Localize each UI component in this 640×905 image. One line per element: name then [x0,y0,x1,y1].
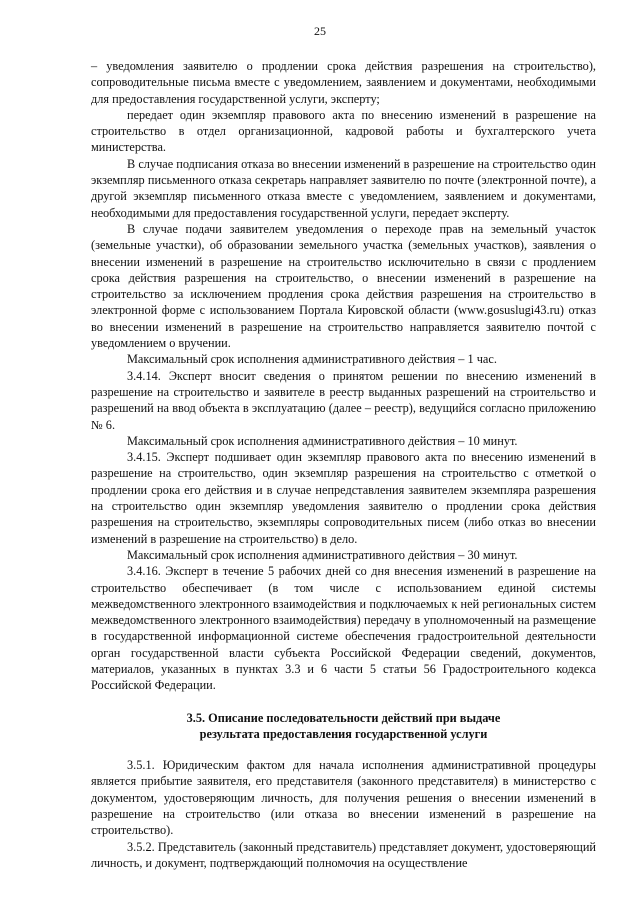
section-heading [91,710,596,743]
section-heading-line-1: 3.5. Описание последовательности действий при выдаче [186,710,501,725]
section-heading-line-2: результата предоставления государственной услуги [199,726,488,741]
paragraph: 3.5.1. Юридическим фактом для начала исполнения административной процедуры является прибытие заявителя, его представителя (законного представителя) в министерство с документом, удостоверяющим личность, для получения решения о внесении изменений в разрешение на строительство (или отказа во внесении изменений в разрешение на строительство). [91,758,596,838]
paragraph: – уведомления заявителю о продлении срока действия разрешения на строительство), сопроводительные письма вместе с уведомлением, заявлением и документами, необходимыми для предоставления государственной услуги, эксперту; [91,59,596,106]
paragraph: Максимальный срок исполнения административного действия – 10 минут. [127,433,518,448]
paragraph: Максимальный срок исполнения административного действия – 1 час. [127,352,497,367]
page-content [91,58,596,871]
paragraphs-before [91,58,596,694]
paragraph: передает один экземпляр правового акта по внесению изменений в разрешение на строительство в отдел организационной, кадровой работы и бухгалтерского учета министерства. [91,107,596,155]
paragraph: Максимальный срок исполнения административного действия – 30 минут. [127,547,518,562]
paragraph: 3.4.15. Эксперт подшивает один экземпляр правового акта по внесению изменений в разрешение на строительство, один экземпляр разрешения на строительство с отметкой о продлении срока его действия и в случае непредставления заявителем экземпляра разрешения на строительство один экземпляр уведомления заявителю о продлении срока действия разрешения на строительство, экземпляры сопроводительных писем (либо отказ во внесении изменений в разрешение на строительство) в дело. [91,450,596,546]
paragraph: 3.5.2. Представитель (законный представитель) представляет документ, удостоверяющий личность, и документ, подтверждающий полномочия на осуществление [91,839,596,870]
paragraph: В случае подачи заявителем уведомления о переходе прав на земельный участок (земельные участки), об образовании земельного участка (земельных участков), заявления о внесении изменений в разрешение на строительство исключительно в связи с продлением срока действия разрешения на строительство, о внесении изменений в разрешение на строительство за исключением продления срока действия разрешения на строительство в электронной форме с использованием Портала Кировской области (www.gosuslugi43.ru) отказ во внесении изменений в разрешение на строительство направляется заявителю почтой с уведомлением о вручении. [91,221,596,351]
page-number: 25 [314,24,326,38]
paragraph: 3.4.14. Эксперт вносит сведения о принятом решении по внесению изменений в разрешение на строительство и заявителе в реестр выданных разрешений на строительство и разрешений на ввод объекта в эксплуатацию (далее – реестр), ведущийся согласно приложению № 6. [91,368,596,432]
paragraphs-after [91,757,596,871]
paragraph: 3.4.16. Эксперт в течение 5 рабочих дней со дня внесения изменений в разрешение на строительство обеспечивает (в том числе с использованием единой системы межведомственного электронного взаимодействия и подключаемых к ней региональных систем межведомственного электронного взаимодействия) передачу в уполномоченный на размещение в государственной информационной системе обеспечения градостроительной деятельности орган государственной власти субъекта Российской Федерации сведений, документов, материалов, указанных в пунктах 3.3 и 6 части 5 статьи 56 Градостроительного кодекса Российской Федерации. [91,564,596,693]
paragraph: В случае подписания отказа во внесении изменений в разрешение на строительство один экземпляр письменного отказа секретарь направляет заявителю по почте (электронной почте), а другой экземпляр письменного отказа вместе с уведомлением, заявлением и документами, необходимыми для предоставления государственной услуги, передает эксперту. [91,156,596,220]
